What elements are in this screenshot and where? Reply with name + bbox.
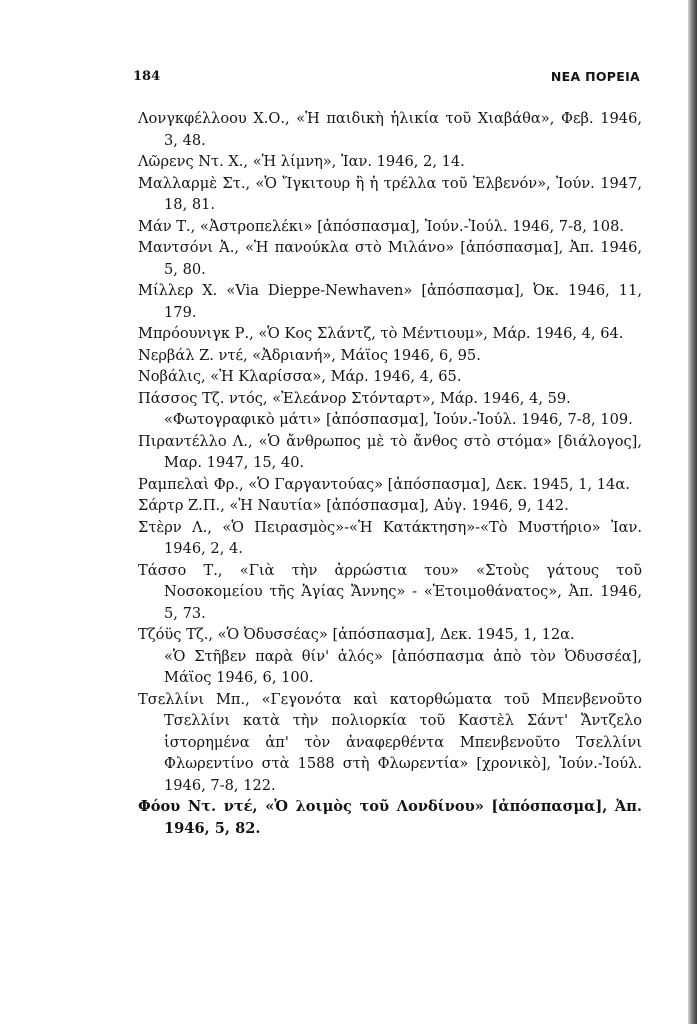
index-entry: Μπρόουνιγκ Ρ., «Ὁ Κος Σλάντζ, τὸ Μέντιουμ», Μάρ. 1946, 4, 64.: [138, 325, 624, 342]
index-entry: Πάσσος Τζ. ντός, «Ἐλεάνορ Στόνταρτ», Μάρ. 1946, 4, 59.: [138, 389, 571, 407]
index-entry: Λῶρενς Ντ. Χ., «Ἡ λίμνη», Ἰαν. 1946, 2, 14.: [138, 153, 465, 170]
index-entry: Στὲρν Λ., «Ὁ Πειρασμὸς»-«Ἡ Κατάκτηση»-«Τὸ Μυστήριο» Ἰαν. 1946, 2, 4.: [138, 518, 642, 557]
running-head: [133, 69, 640, 89]
page-binding-edge: [688, 0, 697, 1024]
index-sub-entry: «Φωτογραφικὸ μάτι» [ἀπόσπασμα], Ἰούν.-Ἰούλ. 1946, 7-8, 109.: [164, 411, 633, 428]
index-entry: Μίλλερ Χ. «Via Dieppe-Newhaven» [ἀπόσπασμα], Ὀκ. 1946, 11, 179.: [138, 282, 642, 321]
index-sub-entry: «Ὁ Στῆβεν παρὰ θίν' ἁλός» [ἀπόσπασμα ἀπὸ τὸν Ὀδυσσέα], Μάϊος 1946, 6, 100.: [164, 647, 642, 686]
index-entry: Ραμπελαὶ Φρ., «Ὁ Γαργαντούας» [ἀπόσπασμα], Δεκ. 1945, 1, 14α.: [138, 475, 630, 493]
index-entry: Μαντσόνι Ἀ., «Ἡ πανούκλα στὸ Μιλάνο» [ἀπόσπασμα], Ἀπ. 1946, 5, 80.: [138, 239, 642, 278]
index-entry: Νερβάλ Ζ. ντέ, «Ἀδριανή», Μάϊος 1946, 6, 95.: [138, 346, 481, 364]
index-entry: Φόου Ντ. ντέ, «Ὁ λοιμὸς τοῦ Λονδίνου» [ἀπόσπασμα], Ἀπ. 1946, 5, 82.: [138, 798, 642, 837]
journal-title: ΝΕΑ ΠΟΡΕΙΑ: [550, 69, 640, 84]
index-entry: Νοβάλις, «Ἡ Κλαρίσσα», Μάρ. 1946, 4, 65.: [138, 368, 462, 385]
index-entry: Σάρτρ Ζ.Π., «Ἡ Ναυτία» [ἀπόσπασμα], Αὐγ. 1946, 9, 142.: [138, 497, 569, 514]
index-entry: Τζόϋς Τζ., «Ὁ Ὀδυσσέας» [ἀπόσπασμα], Δεκ. 1945, 1, 12α.: [138, 626, 575, 643]
index-entries: [138, 108, 642, 839]
index-entry: Λονγκφέλλοου Χ.Ο., «Ἡ παιδικὴ ἡλικία τοῦ Χιαβάθα», Φεβ. 1946, 3, 48.: [138, 110, 642, 149]
index-entry: Τάσσο Τ., «Γιὰ τὴν ἀρρώστια του» «Στοὺς γάτους τοῦ Νοσοκομείου τῆς Ἁγίας Ἄννης» - «Ἑτοιμοθάνατος», Ἀπ. 1946, 5, 73.: [138, 561, 642, 622]
index-entry: Μαλλαρμὲ Στ., «Ὁ Ἴγκιτουρ ἢ ἡ τρέλλα τοῦ Ἐλβενόν», Ἰούν. 1947, 18, 81.: [138, 174, 642, 213]
index-entry: Τσελλίνι Μπ., «Γεγονότα καὶ κατορθώματα τοῦ Μπενβενοῦτο Τσελλίνι κατὰ τὴν πολιορκία τοῦ Καστὲλ Σάντ' Ἄντζελο ἱστορημένα ἀπ' τὸν ἀναφερθέντα Μπενβενοῦτο Τσελλίνι Φλωρεντίνο στὰ 1588 στὴ Φλωρεντία» [χρονικὸ], Ἰούν.-Ἰούλ. 1946, 7-8, 122.: [138, 690, 642, 794]
index-entry: Μάν Τ., «Ἀστροπελέκι» [ἀπόσπασμα], Ἰούν.-Ἰούλ. 1946, 7-8, 108.: [138, 217, 624, 235]
index-entry: Πιραντέλλο Λ., «Ὁ ἄνθρωπος μὲ τὸ ἄνθος στὸ στόμα» [διάλογος], Μαρ. 1947, 15, 40.: [138, 432, 642, 471]
page-number: 184: [133, 69, 161, 84]
